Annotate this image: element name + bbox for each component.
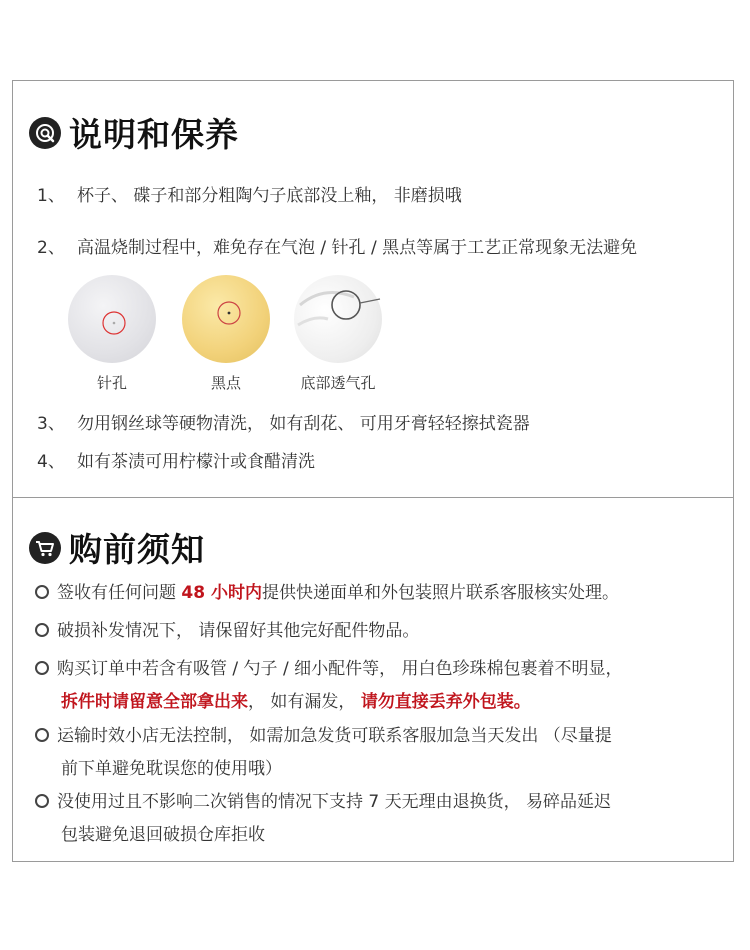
notice-text: 提供快递面单和外包装照片联系客服核实处理。 — [261, 583, 619, 603]
notice-item-1 — [35, 577, 619, 610]
notice-text: 破损补发情况下， 请保留好其他完好配件物品。 — [57, 621, 420, 641]
notice-item-4 — [35, 720, 612, 786]
bullet-circle-icon — [35, 728, 49, 742]
vent-photo — [294, 275, 382, 363]
bullet-circle-icon — [35, 661, 49, 675]
cart-badge-icon — [29, 532, 61, 564]
care-item-number: 2、 — [37, 238, 65, 258]
notice-item-5 — [35, 786, 611, 852]
blackspot-photo — [182, 275, 270, 363]
notice-text: 包装避免退回破损仓库拒收 — [61, 825, 265, 845]
care-item-number: 3、 — [37, 414, 65, 434]
sample-pinhole — [67, 275, 157, 393]
care-item-number: 4、 — [37, 452, 65, 472]
notice-title: 购前须知 — [69, 530, 205, 569]
care-item-3 — [37, 409, 530, 434]
care-item-text: 如有茶渍可用柠檬汁或食醋清洗 — [77, 452, 315, 472]
care-item-number: 1、 — [37, 186, 65, 206]
care-item-4 — [37, 447, 315, 472]
notice-item-3 — [35, 653, 622, 719]
care-item-2 — [37, 233, 637, 258]
care-heading — [29, 109, 239, 156]
bullet-circle-icon — [35, 623, 49, 637]
care-item-1 — [37, 181, 462, 206]
notice-text: 运输时效小店无法控制， 如需加急发货可联系客服加急当天发出 （尽量提 — [57, 726, 612, 746]
notice-highlight: 拆件时请留意全部拿出来 — [61, 692, 248, 712]
notice-highlight: 48 小时内 — [181, 583, 262, 603]
notice-item-2 — [35, 615, 419, 648]
care-item-text: 勿用钢丝球等硬物清洗， 如有刮花、 可用牙膏轻轻擦拭瓷器 — [77, 414, 530, 434]
care-badge-icon — [29, 117, 61, 149]
notice-text: 签收有任何问题 — [57, 583, 182, 603]
sample-caption: 底部透气孔 — [300, 374, 376, 392]
notice-text: 购买订单中若含有吸管 / 勺子 / 细小配件等， 用白色珍珠棉包裹着不明显， — [57, 659, 623, 679]
notice-heading — [29, 524, 205, 571]
notice-text: ， 如有漏发， — [248, 692, 361, 712]
bullet-circle-icon — [35, 794, 49, 808]
sample-blackspot — [181, 275, 271, 393]
pinhole-photo — [68, 275, 156, 363]
bullet-circle-icon — [35, 585, 49, 599]
notice-text: 前下单避免耽误您的使用哦） — [61, 759, 282, 779]
notice-text: 没使用过且不影响二次销售的情况下支持 7 天无理由退换货， 易碎品延迟 — [57, 792, 612, 812]
care-panel — [12, 80, 734, 498]
care-title: 说明和保养 — [69, 115, 239, 154]
sample-caption: 黑点 — [210, 374, 241, 392]
care-item-text: 杯子、 碟子和部分粗陶勺子底部没上釉， 非磨损哦 — [77, 186, 462, 206]
notice-panel — [12, 497, 734, 862]
sample-caption: 针孔 — [96, 374, 127, 392]
sample-vent — [293, 275, 383, 393]
care-item-text: 高温烧制过程中，难免存在气泡 / 针孔 / 黑点等属于工艺正常现象无法避免 — [77, 238, 638, 258]
notice-highlight: 请勿直接丢弃外包装。 — [360, 692, 531, 712]
